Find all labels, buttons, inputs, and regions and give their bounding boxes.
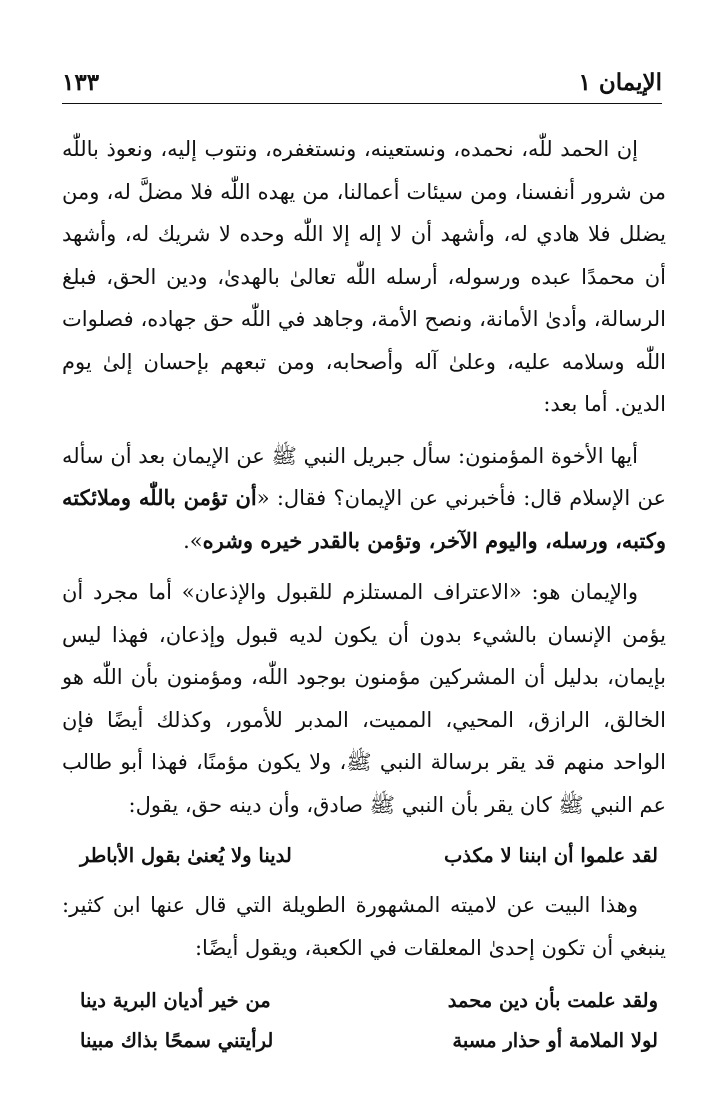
- chapter-title: الإيمان ١: [578, 68, 662, 96]
- verse-second-hemistich: لرأيتني سمحًا بذاك مبينا: [80, 1029, 274, 1052]
- verse-second-hemistich: من خير أديان البرية دينا: [80, 989, 271, 1012]
- verse-first-hemistich: ولقد علمت بأن دين محمد: [447, 989, 658, 1012]
- paragraph-hadith: [62, 435, 666, 563]
- paragraph-definition: والإيمان هو: «الاعتراف المستلزم للقبول والإذعان» أما مجرد أن يؤمن الإنسان بالشيء بدون أن يكون لديه قبول وإذعان، فهذا ليس بإيمان، بدليل أن المشركين مؤمنون بوجود اللّٰه، ومؤمنون بأن اللّٰه هو الخالق، الرازق، المحيي، المميت، المدبر للأمور، وكذلك أيضًا فإن الواحد منهم قد يقر برسالة النبي ﷺ، ولا يكون مؤمنًا، فهذا أبو طالب عم النبي ﷺ كان يقر بأن النبي ﷺ صادق، وأن دينه حق، يقول:: [62, 580, 666, 817]
- hadith-tail: ».: [183, 528, 203, 553]
- hadith-lead: أيها الأخوة المؤمنون: سأل جبريل النبي ﷺ عن الإيمان بعد أن سأله عن الإسلام قال: فأخبرني عن الإيمان؟ فقال: «: [62, 443, 666, 510]
- page-number: ١٣٣: [62, 68, 100, 96]
- poem-verse: [62, 836, 666, 876]
- paragraph-commentary: وهذا البيت عن لاميته المشهورة الطويلة التي قال عنها ابن كثير: ينبغي أن تكون إحدىٰ المعلقات في الكعبة، ويقول أيضًا:: [62, 893, 666, 960]
- poem-verse: [62, 1021, 666, 1061]
- header-rule: [62, 103, 662, 104]
- paragraph-opening: إن الحمد للّٰه، نحمده، ونستعينه، ونستغفره، ونتوب إليه، ونعوذ باللّٰه من شرور أنفسنا، ومن سيئات أعمالنا، من يهده اللّٰه فلا مضلَّ له، ومن يضلل فلا هادي له، وأشهد أن لا إله إلا اللّٰه وحده لا شريك له، وأشهد أن محمدًا عبده ورسوله، أرسله اللّٰه تعالىٰ بالهدىٰ، ودين الحق، فبلغ الرسالة، وأدىٰ الأمانة، ونصح الأمة، وجاهد في اللّٰه حق جهاده، فصلوات اللّٰه وسلامه عليه، وعلىٰ آله وأصحابه، ومن تبعهم بإحسان إلىٰ يوم الدين. أما بعد:: [62, 137, 666, 416]
- page-body: [62, 128, 666, 1061]
- page-header: [62, 62, 662, 102]
- verse-second-hemistich: لدينا ولا يُعنىٰ بقول الأباطر: [80, 844, 292, 867]
- verse-first-hemistich: لولا الملامة أو حذار مسبة: [452, 1029, 658, 1052]
- poem-verse: [62, 981, 666, 1021]
- hadith-quote: أن تؤمن باللّٰه وملائكته وكتبه، ورسله، واليوم الآخر، وتؤمن بالقدر خيره وشره: [62, 485, 666, 553]
- verse-first-hemistich: لقد علموا أن ابننا لا مكذب: [443, 844, 658, 867]
